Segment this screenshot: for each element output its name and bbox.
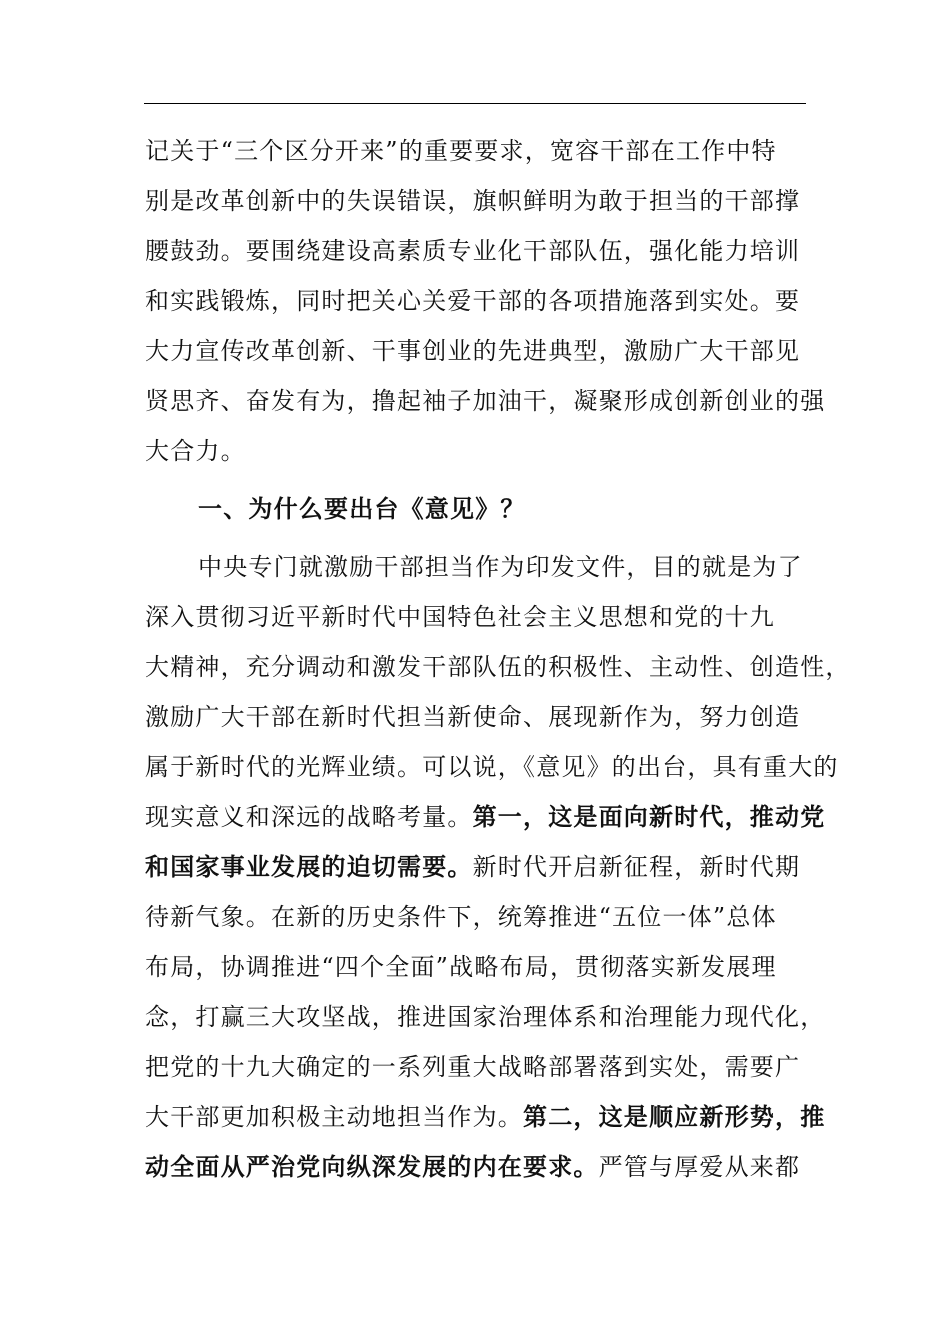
text-line: 布局，协调推进“四个全面”战略布局，贯彻落实新发展理 [145, 953, 777, 981]
plain-text: 现实意义和深远的战略考量。 [145, 803, 473, 831]
emphasis-text: 第二，这是顺应新形势，推 [523, 1102, 826, 1131]
document-body [145, 126, 851, 1192]
text-line [145, 842, 807, 892]
text-line: 念，打赢三大攻坚战，推进国家治理体系和治理能力现代化， [145, 1003, 826, 1031]
text-line: 属于新时代的光辉业绩。可以说，《意见》的出台，具有重大的 [145, 753, 839, 781]
text-line: 中央专门就激励干部担当作为印发文件，目的就是为了 [198, 553, 803, 581]
plain-text: 新时代开启新征程，新时代期 [472, 853, 801, 881]
text-line: 贤思齐、奋发有为，撸起袖子加油干，凝聚形成创新创业的强 [145, 387, 826, 415]
emphasis-text: 动全面从严治党向纵深发展的内在要求。 [145, 1152, 599, 1181]
emphasis-text: 第一，这是面向新时代，推动党 [472, 802, 826, 831]
text-line: 大精神，充分调动和激发干部队伍的积极性、主动性、创造性， [145, 653, 851, 681]
plain-text: 大干部更加积极主动地担当作为。 [145, 1103, 523, 1131]
text-line: 待新气象。在新的历史条件下，统筹推进“五位一体”总体 [145, 903, 777, 931]
paragraph-1 [145, 126, 826, 476]
text-line: 别是改革创新中的失误错误，旗帜鲜明为敢于担当的干部撑 [145, 187, 801, 215]
text-line: 大力宣传改革创新、干事创业的先进典型，激励广大干部见 [145, 337, 801, 365]
text-line: 激励广大干部在新时代担当新使命、展现新作为，努力创造 [145, 703, 801, 731]
emphasis-text: 和国家事业发展的迫切需要。 [145, 852, 473, 881]
text-line [145, 792, 826, 842]
section-heading [145, 484, 807, 534]
text-line: 记关于“三个区分开来”的重要要求，宽容干部在工作中特 [145, 137, 777, 165]
text-line: 腰鼓劲。要围绕建设高素质专业化干部队伍，强化能力培训 [145, 237, 801, 265]
section-heading-text: 一、为什么要出台《意见》？ [198, 495, 526, 523]
text-line [145, 1092, 826, 1142]
text-line: 深入贯彻习近平新时代中国特色社会主义思想和党的十九 [145, 603, 775, 631]
paragraph-2 [145, 542, 851, 1192]
text-line: 和实践锻炼，同时把关心关爱干部的各项措施落到实处。要 [145, 287, 801, 315]
plain-text: 严管与厚爱从来都 [598, 1153, 801, 1181]
text-line: 大合力。 [145, 437, 246, 465]
text-line [145, 1142, 807, 1192]
header-rule [144, 103, 806, 104]
text-line: 把党的十九大确定的一系列重大战略部署落到实处，需要广 [145, 1053, 801, 1081]
